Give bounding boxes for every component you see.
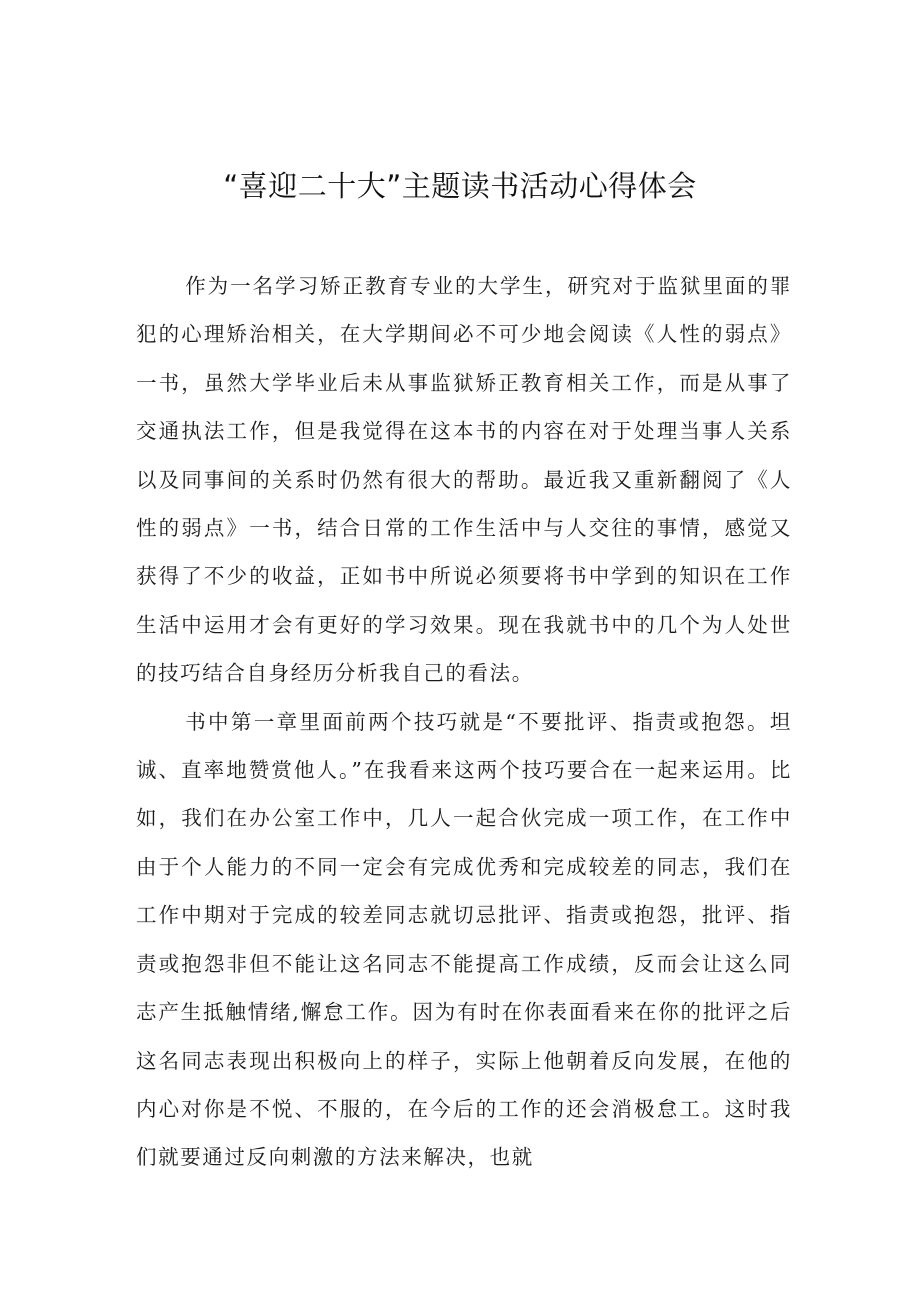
paragraph-2: 书中第一章里面前两个技巧就是“不要批评、指责或抱怨。坦诚、直率地赞赏他人。”在我看来这两个技巧要合在一起来运用。比如，我们在办公室工作中，几人一起合伙完成一项工作，在工作中由于个人能力的不同一定会有完成优秀和完成较差的同志，我们在工作中期对于完成的较差同志就切忌批评、指责或抱怨，批评、指责或抱怨非但不能让这名同志不能提高工作成绩，反而会让这么同志产生抵触情绪,懈怠工作。因为有时在你表面看来在你的批评之后这名同志表现出积极向上的样子，实际上他朝着反向发展，在他的内心对你是不悦、不服的，在今后的工作的还会消极怠工。这时我们就要通过反向刺激的方法来解决，也就 [136,709,792,1170]
paragraph-1: 作为一名学习矫正教育专业的大学生，研究对于监狱里面的罪犯的心理矫治相关，在大学期间必不可少地会阅读《人性的弱点》一书，虽然大学毕业后未从事监狱矫正教育相关工作，而是从事了交通执法工作，但是我觉得在这本书的内容在对于处理当事人关系以及同事间的关系时仍然有很大的帮助。最近我又重新翻阅了《人性的弱点》一书，结合日常的工作生活中与人交往的事情，感觉又获得了不少的收益，正如书中所说必须要将书中学到的知识在工作生活中运用才会有更好的学习效果。现在我就书中的几个为人处世的技巧结合自身经历分析我自己的看法。 [136,274,792,686]
document-title: “喜迎二十大”主题读书活动心得体会 [223,169,697,203]
document-body [136,262,792,1182]
